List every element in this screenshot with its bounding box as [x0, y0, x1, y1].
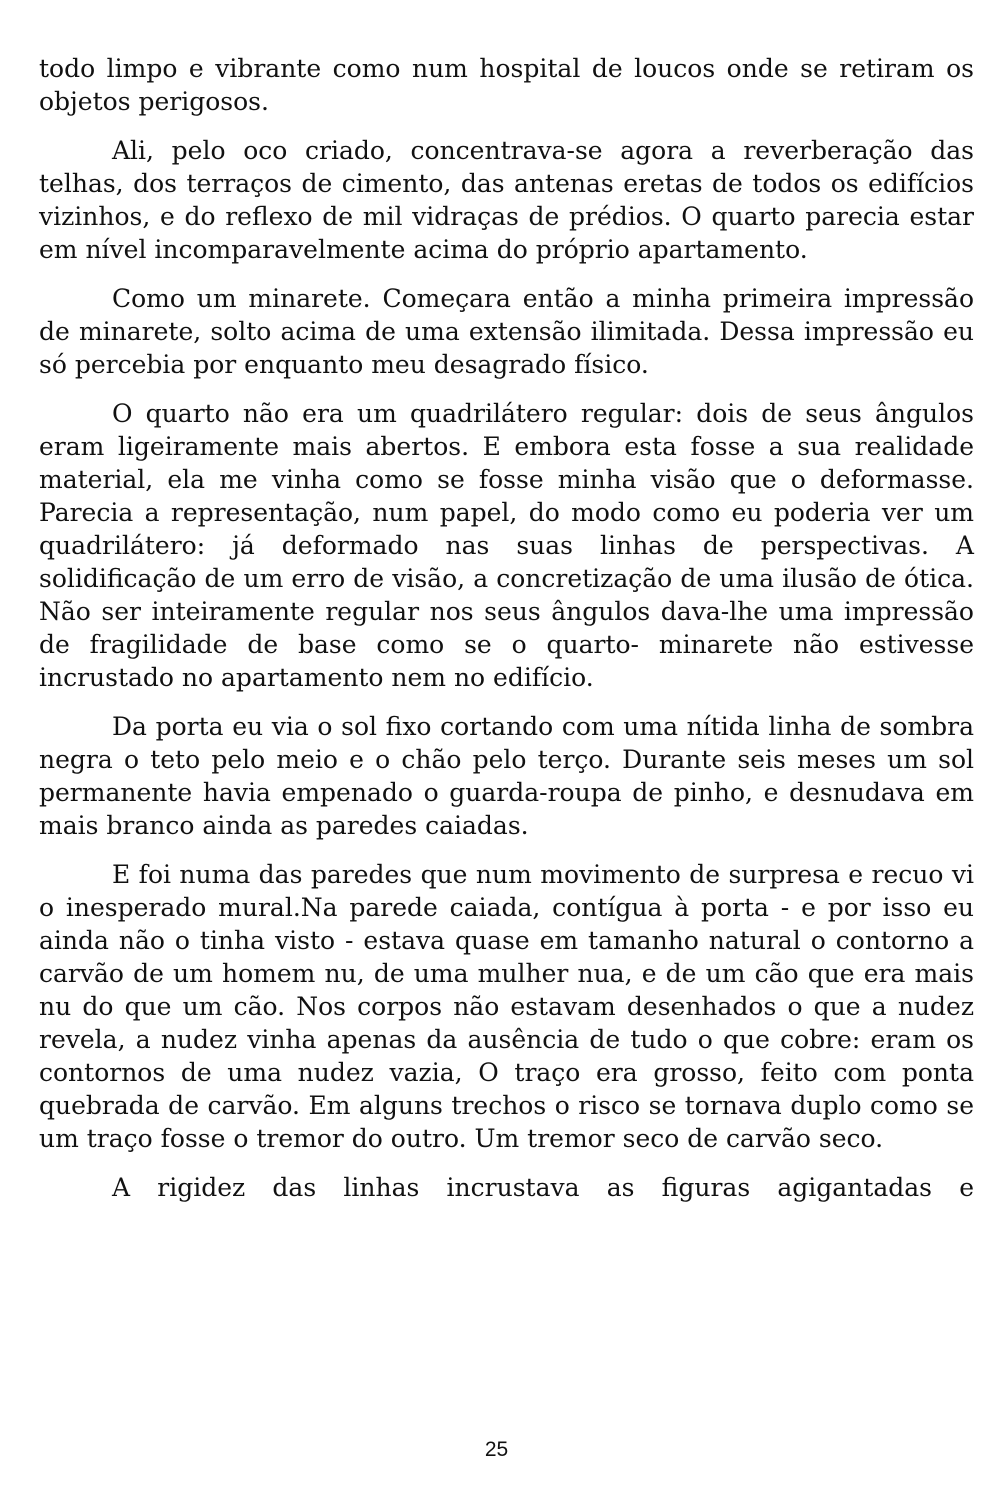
paragraph-continuation: todo limpo e vibrante como num hospital de loucos onde se retiram os objetos perigosos. [39, 54, 974, 116]
page-number: 25 [484, 1438, 509, 1461]
paragraph: Como um minarete. Começara então a minha primeira impressão de minarete, solto acima de uma extensão ilimitada. Dessa impressão eu só percebia por enquanto meu desagrado físico. [39, 284, 974, 379]
paragraph: Ali, pelo oco criado, concentrava-se agora a reverberação das telhas, dos terraços de cimento, das antenas eretas de todos os edifícios vizinhos, e do reflexo de mil vidraças de prédios. O quarto parecia estar em nível incomparavelmente acima do próprio apartamento. [39, 136, 974, 264]
body-text [39, 52, 974, 1220]
paragraph: Da porta eu via o sol fixo cortando com uma nítida linha de sombra negra o teto pelo meio e o chão pelo terço. Durante seis meses um sol permanente havia empenado o guarda-roupa de pinho, e desnudava em mais branco ainda as paredes caiadas. [39, 712, 974, 840]
paragraph-truncated: A rigidez das linhas incrustava as figuras agigantadas e [112, 1173, 974, 1202]
paragraph: E foi numa das paredes que num movimento de surpresa e recuo vi o inesperado mural.Na parede caiada, contígua à porta - e por isso eu ainda não o tinha visto - estava quase em tamanho natural o contorno a carvão de um homem nu, de uma mulher nua, e de um cão que era mais nu do que um cão. Nos corpos não estavam desenhados o que a nudez revela, a nudez vinha apenas da ausência de tudo o que cobre: eram os contornos de uma nudez vazia, O traço era grosso, feito com ponta quebrada de carvão. Em alguns trechos o risco se tornava duplo como se um traço fosse o tremor do outro. Um tremor seco de carvão seco. [39, 860, 974, 1153]
paragraph: O quarto não era um quadrilátero regular: dois de seus ângulos eram ligeiramente mais abertos. E embora esta fosse a sua realidade material, ela me vinha como se fosse minha visão que o deformasse. Parecia a representação, num papel, do modo como eu poderia ver um quadrilátero: já deformado nas suas linhas de perspectivas. A solidificação de um erro de visão, a concretização de uma ilusão de ótica. Não ser inteiramente regular nos seus ângulos dava-lhe uma impressão de fragilidade de base como se o quarto- minarete não estivesse incrustado no apartamento nem no edifício. [39, 399, 974, 692]
